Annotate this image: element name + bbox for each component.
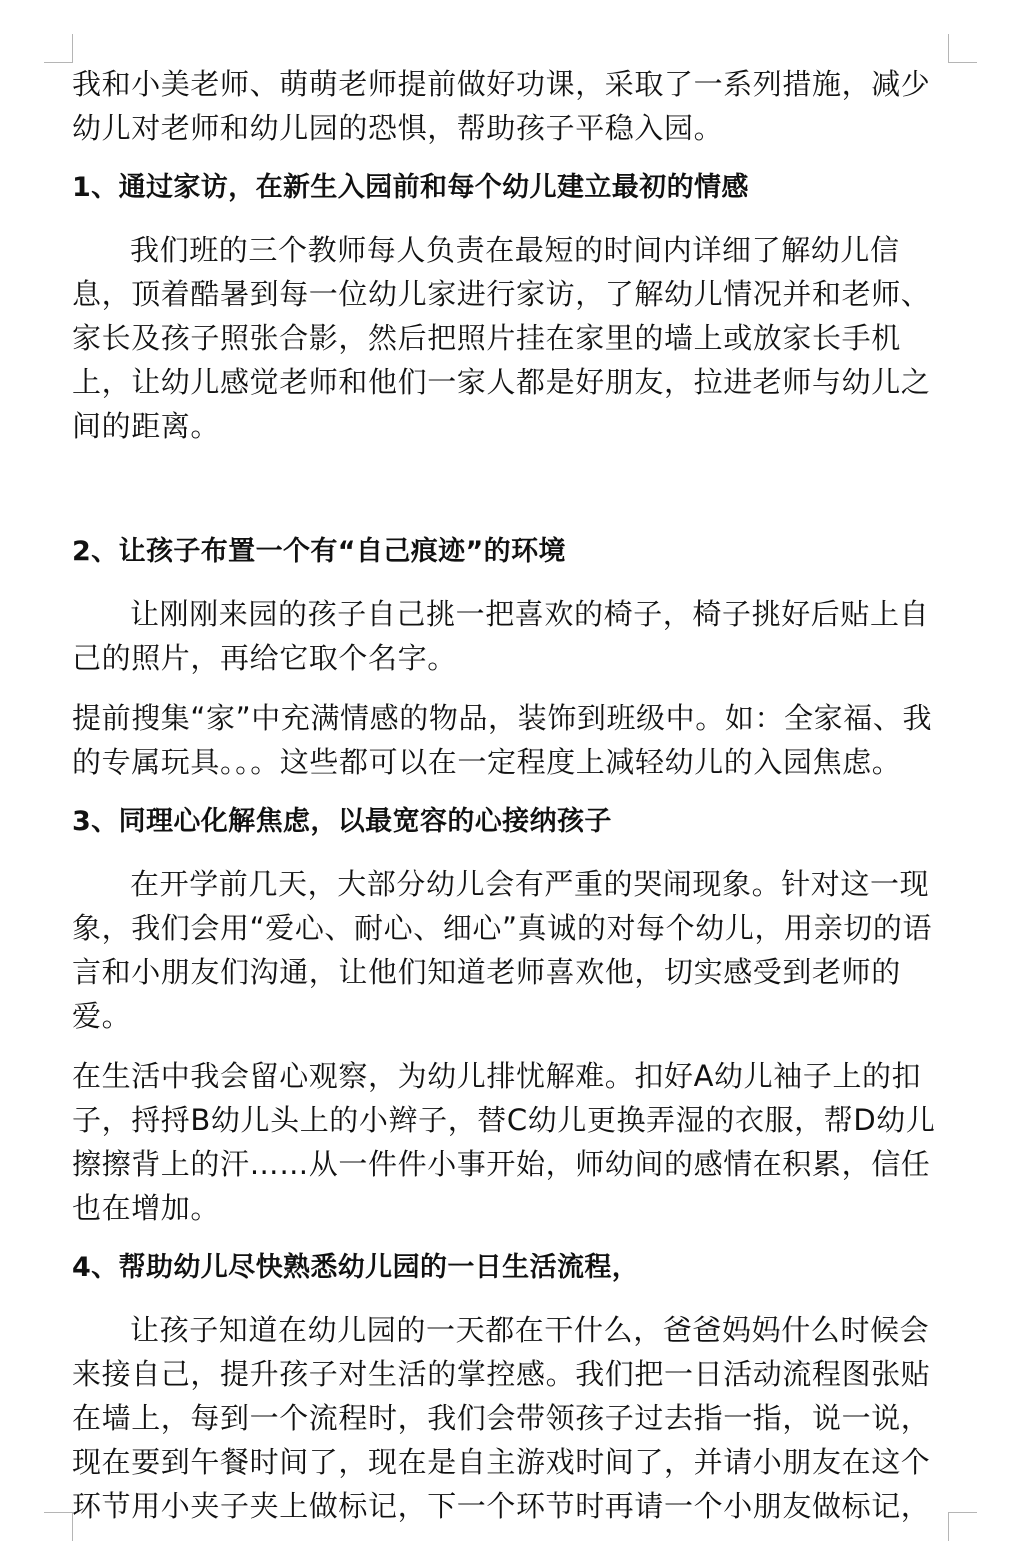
body-paragraph: 在开学前几天，大部分幼儿会有严重的哭闹现象。针对这一现象，我们会用“爱心、耐心、细心”真诚的对每个幼儿，用亲切的语言和小朋友们沟通，让他们知道老师喜欢他，切实感受到老师的爱。 [72, 867, 933, 1033]
section-heading: 2、让孩子布置一个有“自己痕迹”的环境 [72, 536, 566, 567]
body-paragraph: 我们班的三个教师每人负责在最短的时间内详细了解幼儿信息，顶着酷暑到每一位幼儿家进行家访，了解幼儿情况并和老师、家长及孩子照张合影，然后把照片挂在家里的墙上或放家长手机上，让幼儿感觉老师和他们一家人都是好朋友，拉进老师与幼儿之间的距离。 [72, 233, 931, 443]
body-paragraph: 提前搜集“家”中充满情感的物品，装饰到班级中。如：全家福、我的专属玩具。。。这些都可以在一定程度上减轻幼儿的入园焦虑。 [72, 701, 933, 779]
document-body [72, 62, 950, 1528]
body-paragraph: 在生活中我会留心观察，为幼儿排忧解难。扣好A幼儿袖子上的扣子，捋捋B幼儿头上的小辫子，替C幼儿更换弄湿的衣服，帮D幼儿擦擦背上的汗……从一件件小事开始，师幼间的感情在积累，信任也在增加。 [72, 1059, 936, 1225]
page-corner-mark [948, 1512, 977, 1541]
page-corner-mark [44, 1512, 73, 1541]
section-heading: 4、帮助幼儿尽快熟悉幼儿园的一日生活流程， [72, 1252, 640, 1283]
page-corner-mark [44, 34, 73, 63]
intro-paragraph: 我和小美老师、萌萌老师提前做好功课，采取了一系列措施，减少幼儿对老师和幼儿园的恐惧，帮助孩子平稳入园。 [72, 67, 931, 145]
body-paragraph: 让孩子知道在幼儿园的一天都在干什么，爸爸妈妈什么时候会来接自己，提升孩子对生活的掌控感。我们把一日活动流程图张贴在墙上，每到一个流程时，我们会带领孩子过去指一指，说一说，现在要到午餐时间了，现在是自主游戏时间了，并请小朋友在这个环节用小夹子夹上做标记，下一个环节时再请一个小朋友做标记， [72, 1313, 931, 1523]
section-heading: 3、同理心化解焦虑，以最宽容的心接纳孩子 [72, 806, 612, 837]
page-corner-mark [948, 34, 977, 63]
section-heading: 1、通过家访，在新生入园前和每个幼儿建立最初的情感 [72, 172, 749, 203]
body-paragraph: 让刚刚来园的孩子自己挑一把喜欢的椅子，椅子挑好后贴上自己的照片，再给它取个名字。 [72, 597, 930, 675]
